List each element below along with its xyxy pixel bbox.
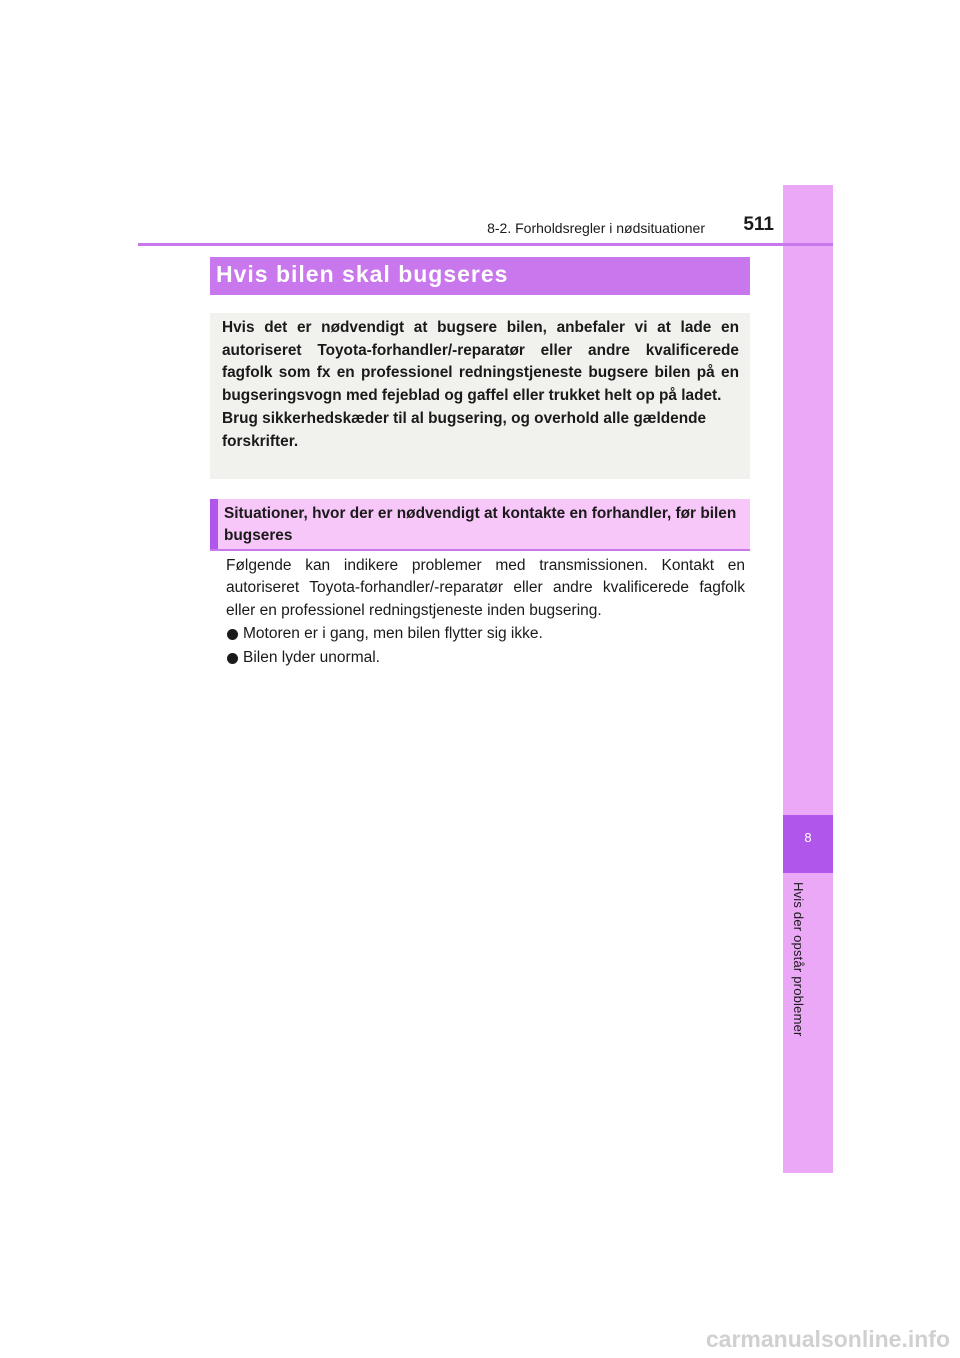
chapter-title: Hvis der opstår problemer xyxy=(791,882,806,1037)
list-item xyxy=(226,646,745,670)
watermark: carmanualsonline.info xyxy=(705,1326,950,1352)
bullet-list xyxy=(226,622,745,670)
subsection-title: Situationer, hvor der er nødvendigt at kontakte en forhandler, før bilen bugseres xyxy=(224,505,737,544)
list-item-text: Motoren er i gang, men bilen flytter sig ikke. xyxy=(243,625,543,642)
subsection-body: Følgende kan indikere problemer med transmissionen. Kontakt en autoriseret Toyota-forhandler/-reparatør eller andre kvalificerede fagfolk eller en professionel redningstjeneste inden bugsering. xyxy=(226,557,745,619)
intro-paragraph: Hvis det er nødvendigt at bugsere bilen, anbefaler vi at lade en autoriseret Toyota-forhandler/-reparatør eller andre kvalificerede fagfolk som fx en professionel redningstjeneste bugsere bilen på en bugseringsvogn med fejeblad og gaffel eller trukket helt op på ladet. xyxy=(222,319,739,405)
section-title-bar xyxy=(210,257,750,295)
running-header-section: 8-2. Forholdsregler i nødsituationer xyxy=(487,220,705,236)
bullet-icon xyxy=(227,629,238,640)
intro-box xyxy=(210,313,750,479)
chapter-number: 8 xyxy=(804,830,812,845)
page-number: 511 xyxy=(743,214,774,235)
intro-paragraph: Brug sikkerhedskæder til al bugsering, og overhold alle gældende forskrifter. xyxy=(222,409,707,450)
header-divider xyxy=(138,243,833,246)
list-item-text: Bilen lyder unormal. xyxy=(243,649,380,666)
subsection-accent-bar xyxy=(210,499,218,549)
subsection-header xyxy=(210,499,750,551)
list-item xyxy=(226,622,745,646)
bullet-icon xyxy=(227,653,238,664)
intro-text xyxy=(222,317,739,453)
section-title: Hvis bilen skal bugseres xyxy=(216,261,509,287)
